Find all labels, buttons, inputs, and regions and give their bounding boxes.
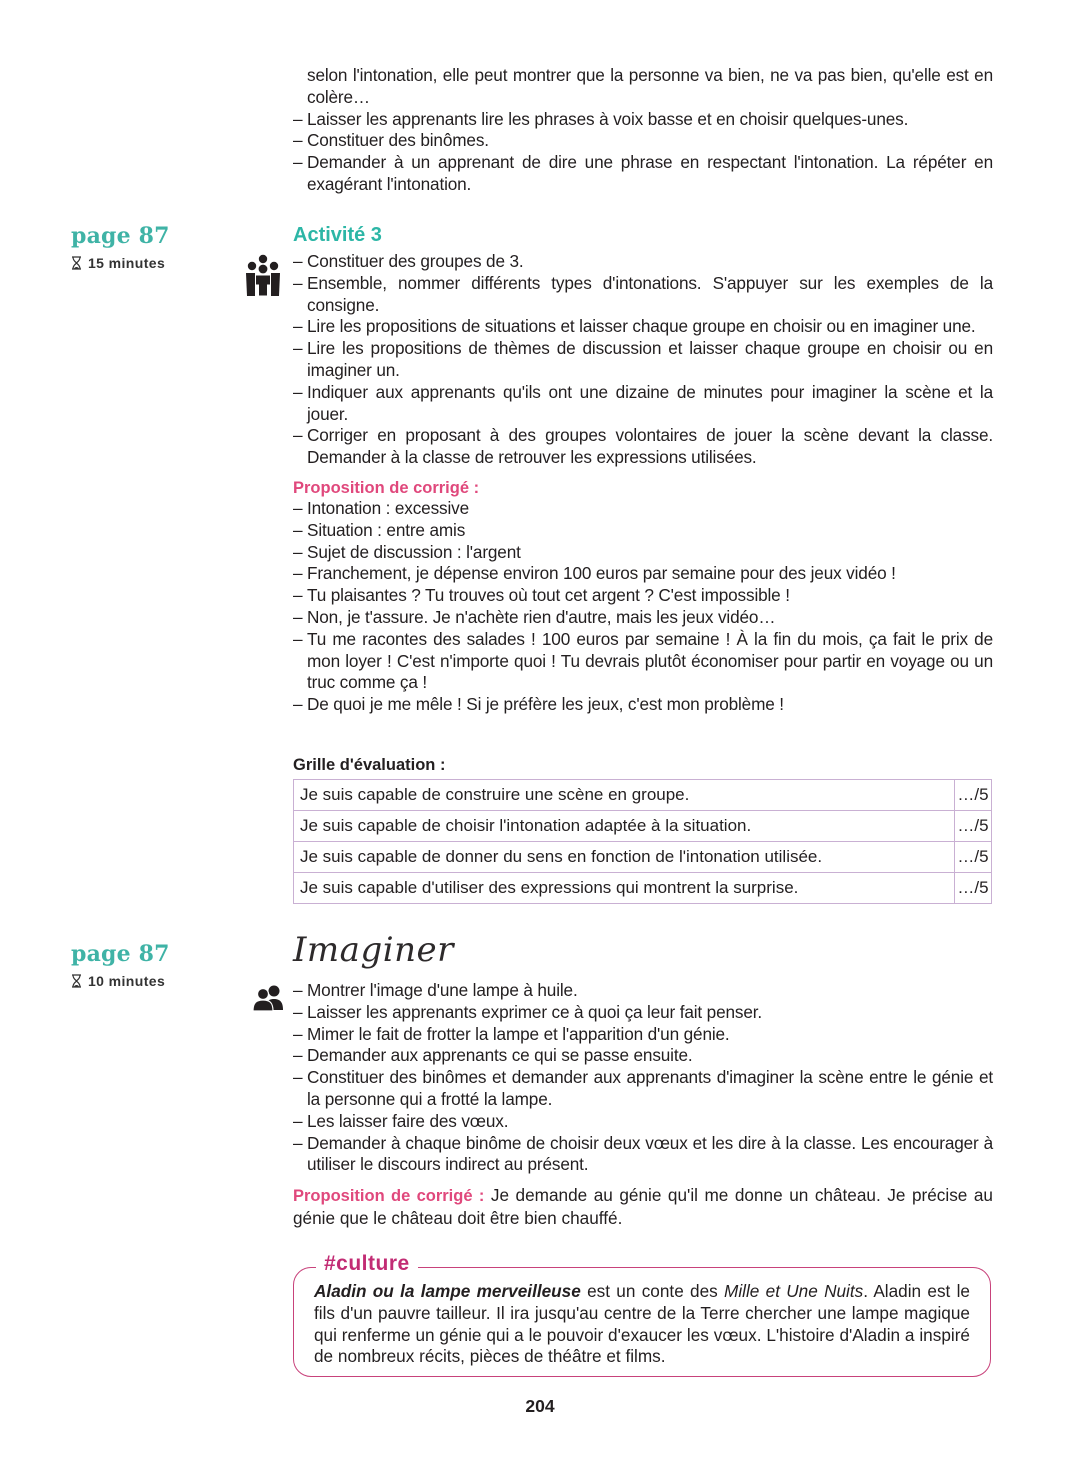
activite3-section — [293, 223, 993, 716]
list-item: – Laisser les apprenants lire les phrases à voix basse et en choisir quelques-unes. — [293, 109, 993, 131]
list-item: – Tu me racontes des salades ! 100 euros par semaine ! À la fin du mois, ça fait le prix de mon loyer ! C'est n'importe quoi ! Tu devrais plutôt économiser pour partir en voyage ou un truc comme ça ! — [293, 629, 993, 694]
list-item: – Tu plaisantes ? Tu trouves où tout cet argent ? C'est impossible ! — [293, 585, 993, 607]
criterion-cell: Je suis capable de construire une scène en groupe. — [294, 780, 955, 811]
page-number: 204 — [525, 1396, 555, 1416]
duration — [71, 973, 241, 989]
group-of-three-icon — [246, 254, 280, 296]
list-item: – Constituer des binômes et demander aux apprenants d'imaginer la scène entre le génie et la personne qui a frotté la lampe. — [293, 1067, 993, 1111]
list-item: – Lire les propositions de thèmes de discussion et laisser chaque groupe en choisir ou en imaginer un. — [293, 338, 993, 382]
list-item: – Mimer le fait de frotter la lampe et l'apparition d'un génie. — [293, 1024, 993, 1046]
work-title-secondary: Mille et Une Nuits — [724, 1281, 864, 1301]
list-item: – Demander à un apprenant de dire une phrase en respectant l'intonation. La répéter en exagérant l'intonation. — [293, 152, 993, 196]
evaluation-grid — [293, 756, 993, 904]
list-item: – Demander à chaque binôme de choisir deux vœux et les dire à la classe. Les encourager à utiliser le discours indirect au présent. — [293, 1133, 993, 1177]
page-reference: page 87 — [71, 941, 170, 967]
score-cell: …/5 — [955, 811, 992, 842]
score-cell: …/5 — [955, 842, 992, 873]
table-row — [294, 842, 992, 873]
culture-label: #culture — [316, 1251, 418, 1277]
list-item: – Franchement, je dépense environ 100 euros par semaine pour des jeux vidéo ! — [293, 563, 993, 585]
work-title: Aladin ou la lampe merveilleuse — [314, 1281, 581, 1301]
list-item: – Corriger en proposant à des groupes volontaires de jouer la scène devant la classe. Demander à la classe de retrouver les expressions utilisées. — [293, 425, 993, 469]
culture-text — [314, 1281, 970, 1368]
list-item: – Intonation : excessive — [293, 498, 993, 520]
duration-label: 10 minutes — [88, 973, 166, 989]
culture-text-part: . Aladin est le fils d'un pauvre tailleur. Il ira jusqu'au centre de la Terre chercher une lampe magique qui renferme un génie qui a le pouvoir d'exaucer les vœux. L'histoire d'Aladin a inspiré de nombreux récits, pièces de théâtre et films. — [314, 1281, 970, 1367]
hourglass-icon — [71, 974, 82, 988]
criterion-cell: Je suis capable de donner du sens en fonction de l'intonation utilisée. — [294, 842, 955, 873]
list-item: – Sujet de discussion : l'argent — [293, 542, 993, 564]
evaluation-table — [293, 779, 992, 904]
table-row — [294, 811, 992, 842]
list-item: selon l'intonation, elle peut montrer que la personne va bien, ne va pas bien, qu'elle est en colère… — [307, 65, 993, 107]
score-cell: …/5 — [955, 873, 992, 904]
imaginer-meta — [71, 941, 241, 989]
page-reference: page 87 — [71, 223, 170, 249]
list-item: – Ensemble, nommer différents types d'intonations. S'appuyer sur les exemples de la consigne. — [293, 273, 993, 317]
culture-box — [293, 1252, 991, 1377]
section-title: Imaginer — [293, 930, 454, 970]
corrige-paragraph — [293, 1185, 993, 1230]
corrige-label: Proposition de corrigé : — [293, 1187, 485, 1206]
duration-label: 15 minutes — [88, 255, 166, 271]
list-item: – Constituer des groupes de 3. — [293, 251, 993, 273]
criterion-cell: Je suis capable d'utiliser des expressions qui montrent la surprise. — [294, 873, 955, 904]
activity-title: Activité 3 — [293, 224, 382, 246]
list-item: – Indiquer aux apprenants qu'ils ont une dizaine de minutes pour imaginer la scène et la jouer. — [293, 382, 993, 426]
list-item: – De quoi je me mêle ! Si je préfère les jeux, c'est mon problème ! — [293, 694, 993, 716]
culture-text-part: est un conte des — [580, 1281, 725, 1301]
list-item: – Demander aux apprenants ce qui se passe ensuite. — [293, 1045, 993, 1067]
duration — [71, 255, 241, 271]
intro-continuation — [293, 65, 993, 196]
table-row — [294, 873, 992, 904]
score-cell: …/5 — [955, 780, 992, 811]
list-item: – Non, je t'assure. Je n'achète rien d'autre, mais les jeux vidéo… — [293, 607, 993, 629]
imaginer-section — [293, 930, 993, 1230]
criterion-cell: Je suis capable de choisir l'intonation adaptée à la situation. — [294, 811, 955, 842]
pair-of-people-icon — [253, 985, 285, 1011]
list-item: – Constituer des binômes. — [293, 130, 993, 152]
list-item: – Lire les propositions de situations et laisser chaque groupe en choisir ou en imaginer une. — [293, 316, 993, 338]
grid-title: Grille d'évaluation : — [293, 756, 446, 774]
list-item: – Les laisser faire des vœux. — [293, 1111, 993, 1133]
corrige-label: Proposition de corrigé : — [293, 478, 480, 497]
hourglass-icon — [71, 256, 82, 270]
corrige-text: Je demande au génie qu'il me donne un château. Je précise au génie que le château doit être bien chauffé. — [293, 1185, 993, 1228]
activite3-meta — [71, 223, 241, 271]
list-item: – Laisser les apprenants exprimer ce à quoi ça leur fait penser. — [293, 1002, 993, 1024]
list-item: – Situation : entre amis — [293, 520, 993, 542]
table-row — [294, 780, 992, 811]
list-item: – Montrer l'image d'une lampe à huile. — [293, 980, 993, 1002]
